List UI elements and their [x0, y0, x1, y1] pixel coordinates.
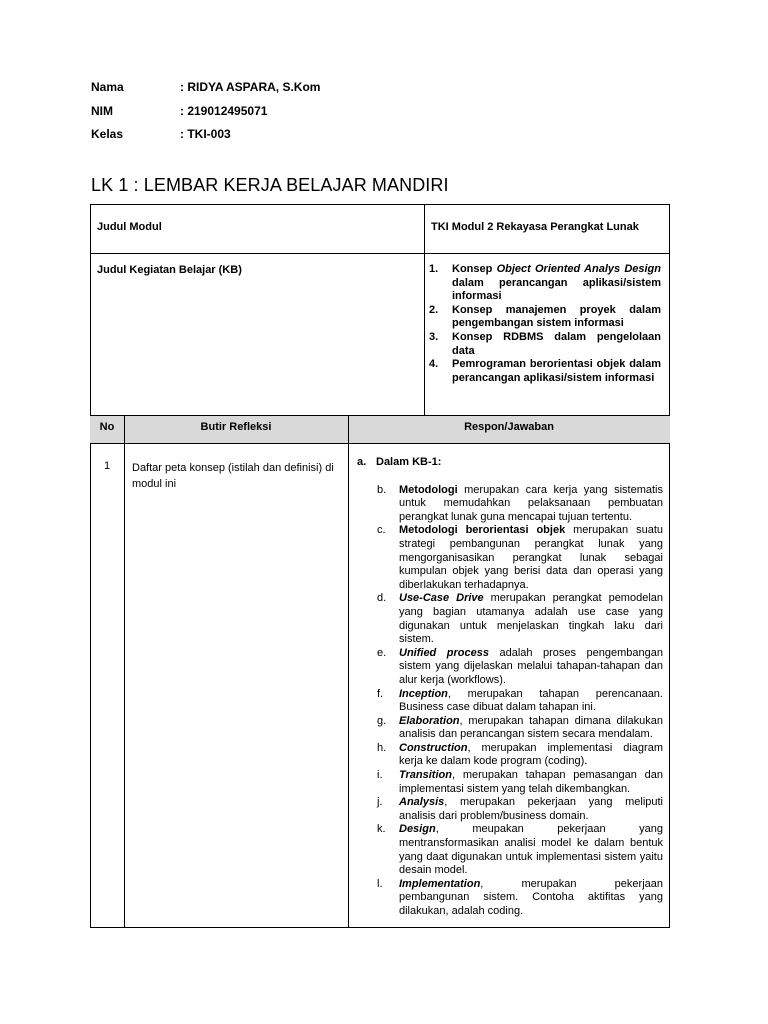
- header-respon-jawaban: Respon/Jawaban: [464, 421, 554, 433]
- term-name: Use-Case Drive: [399, 592, 484, 605]
- list-item: [429, 358, 661, 385]
- term-definition: , meupakan pekerjaan yang mentransformasikan analisi model ke dalam bentuk yang daat digunakan untuk implementasi sistem yaitu desain model.: [399, 823, 663, 877]
- nama-label: Nama: [91, 80, 124, 94]
- answer-heading-text: Dalam KB-1:: [376, 456, 442, 468]
- list-item: [357, 742, 663, 769]
- list-item: [429, 331, 661, 358]
- term-definition: , merupakan pekerjaan yang meliputi analisis dari problem/business domain.: [399, 796, 663, 822]
- term-definition: , merupakan pekerjaan pembangunan sistem. Contoha aktifitas yang dilakukan, adalah coding.: [399, 877, 663, 917]
- list-marker: d.: [377, 592, 387, 605]
- kb-list: [429, 263, 661, 385]
- term-definition: merupakan suatu strategi pembangunan perangkat lunak yang mengorganisasikan perangkat lunak sebagai kumpulan objek yang berisi data dan operasi yang diberlakukan terhadapnya.: [399, 524, 663, 591]
- list-item: [429, 304, 661, 331]
- term-name: Construction: [399, 741, 468, 754]
- term-name: Analysis: [399, 796, 445, 809]
- list-marker: k.: [377, 823, 386, 836]
- list-item: [357, 647, 663, 688]
- term-definition: adalah proses pengembangan sistem yang dijelaskan melalui tahapan-tahapan dan alur kerja (workflows).: [399, 646, 663, 686]
- list-marker: c.: [377, 524, 386, 537]
- kelas-label: Kelas: [91, 127, 124, 141]
- table-divider: [348, 415, 349, 928]
- list-text: [452, 263, 661, 304]
- list-text: [399, 715, 663, 742]
- kelas-value: : TKI-003: [180, 127, 231, 141]
- judul-kb-label: Judul Kegiatan Belajar (KB): [97, 264, 242, 276]
- term-name: Metodologi berorientasi objek: [399, 524, 566, 537]
- list-text: [399, 592, 663, 646]
- list-text: [399, 878, 663, 919]
- judul-modul-value: TKI Modul 2 Rekayasa Perangkat Lunak: [431, 221, 639, 233]
- term-definition: , merupakan implementasi diagram kerja ke dalam kode program (coding).: [399, 741, 663, 768]
- list-item: [357, 878, 663, 919]
- term-definition: , merupakan tahapan pemasangan dan implementasi sistem yang telah dikembangkan.: [399, 769, 663, 795]
- table-divider: [124, 415, 125, 928]
- kb-text-part: dalam perancangan aplikasi/sistem informasi: [452, 276, 661, 303]
- identity-row-nim: [91, 104, 320, 128]
- table-divider: [90, 443, 670, 444]
- kb-text-part: Konsep: [452, 263, 497, 275]
- list-text: Pemrograman berorientasi objek dalam perancangan aplikasi/sistem informasi: [452, 358, 661, 384]
- list-item: [357, 484, 663, 525]
- answer-heading-marker: a.: [357, 456, 367, 468]
- term-definition: , merupakan tahapan perencanaan. Business case dibuat dalam tahapan ini.: [399, 687, 663, 714]
- term-definition: , merupakan tahapan dimana dilakukan analisis dan perancangan sistem secara mendalam.: [399, 714, 663, 741]
- nama-value: : RIDYA ASPARA, S.Kom: [180, 80, 321, 94]
- answer-list: [357, 484, 663, 919]
- page-title: LK 1 : LEMBAR KERJA BELAJAR MANDIRI: [91, 175, 449, 195]
- list-text: [399, 769, 663, 796]
- list-number: 3.: [429, 330, 439, 343]
- term-name: Transition: [399, 769, 452, 782]
- list-item: [357, 796, 663, 823]
- term-name: Design: [399, 823, 436, 836]
- list-text: [399, 796, 663, 823]
- list-item: [357, 524, 663, 592]
- nim-label: NIM: [91, 103, 113, 118]
- list-item: [357, 769, 663, 796]
- list-text: [399, 524, 663, 592]
- list-marker: l.: [377, 877, 383, 890]
- list-number: 1.: [429, 263, 439, 275]
- list-marker: i.: [377, 769, 383, 782]
- table-divider: [90, 415, 670, 416]
- list-marker: h.: [377, 741, 387, 754]
- table-divider: [424, 204, 425, 415]
- list-marker: e.: [377, 646, 387, 659]
- list-marker: j.: [377, 796, 383, 809]
- identity-row-nama: [91, 80, 320, 104]
- term-name: Implementation: [399, 877, 481, 890]
- answer-block: [357, 456, 663, 919]
- identity-row-kelas: [91, 127, 320, 151]
- list-marker: b.: [377, 483, 387, 496]
- list-text: Konsep RDBMS dalam pengelolaan data: [452, 330, 661, 357]
- term-definition: merupakan cara kerja yang sistematis untuk memudahkan pelaksanaan pembuatan perangkat lunak guna mencapai tujuan tertentu.: [399, 483, 663, 523]
- list-item: [357, 688, 663, 715]
- term-name: Unified process: [399, 646, 489, 659]
- term-name: Inception: [399, 687, 448, 700]
- header-butir-refleksi: Butir Refleksi: [200, 421, 272, 433]
- identity-block: [91, 80, 320, 151]
- butir-refleksi-text: Daftar peta konsep (istilah dan definisi) di modul ini: [132, 462, 334, 490]
- table-divider: [90, 253, 670, 254]
- list-marker: f.: [377, 687, 384, 700]
- list-item: [429, 263, 661, 304]
- list-item: [357, 823, 663, 877]
- list-text: [399, 484, 663, 525]
- list-number: 4.: [429, 358, 439, 371]
- nim-value: : 219012495071: [180, 103, 268, 118]
- list-number: 2.: [429, 303, 439, 316]
- list-text: [399, 742, 663, 769]
- list-text: [399, 688, 663, 715]
- header-no: No: [99, 421, 115, 433]
- list-marker: g.: [377, 714, 387, 727]
- term-name: Metodologi: [399, 483, 458, 496]
- term-definition: merupakan perangkat pemodelan yang bagian utamanya adalah use case yang digunakan untuk menjelaskan tingkah laku dari sistem.: [399, 592, 664, 646]
- judul-modul-label: Judul Modul: [97, 221, 162, 233]
- kb-text-emphasis: Object Oriented Analys Design: [496, 263, 661, 275]
- answer-heading: [357, 456, 663, 470]
- list-item: [357, 592, 663, 646]
- row-number: 1: [103, 460, 111, 472]
- term-name: Elaboration: [399, 714, 460, 727]
- list-text: Konsep manajemen proyek dalam pengembangan sistem informasi: [452, 303, 661, 330]
- list-text: [399, 823, 663, 877]
- list-item: [357, 715, 663, 742]
- list-text: [399, 647, 663, 688]
